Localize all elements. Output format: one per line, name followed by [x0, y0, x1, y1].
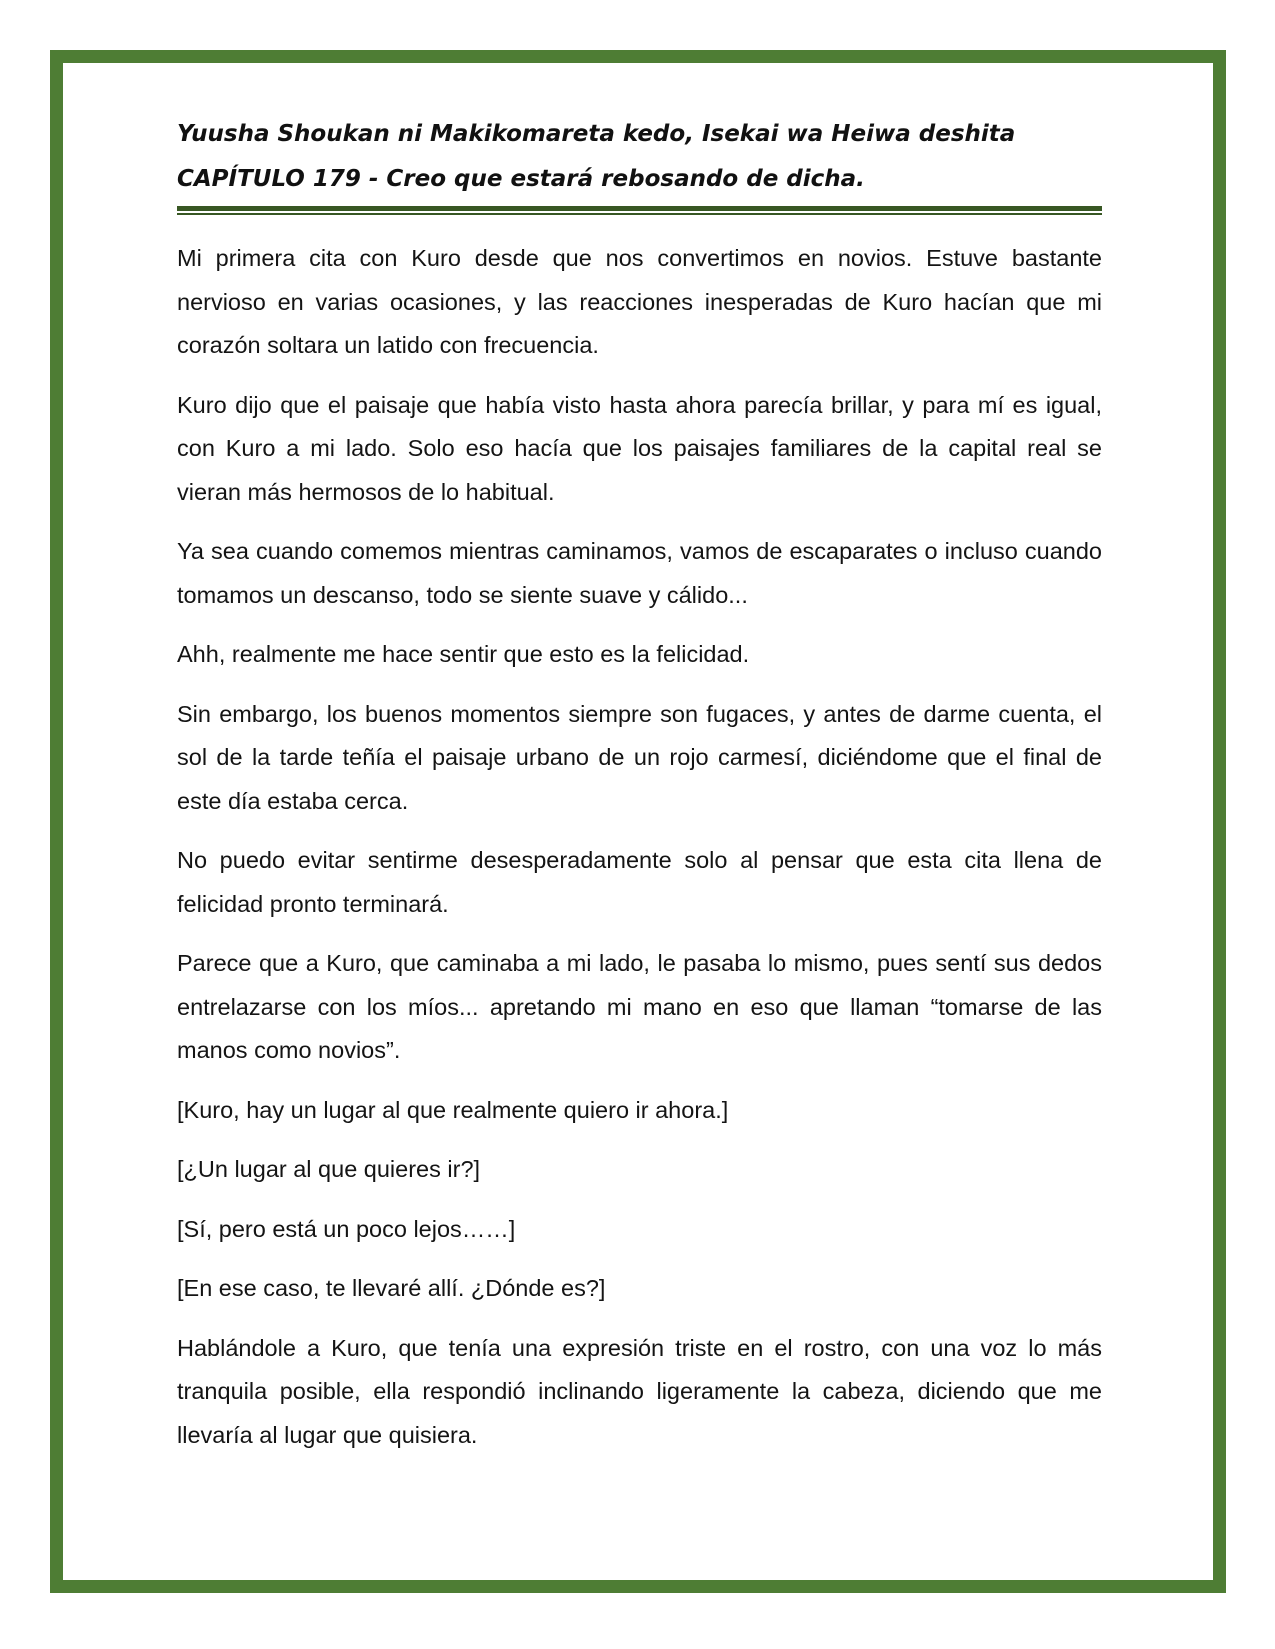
paragraph: Ahh, realmente me hace sentir que esto es la felicidad.	[177, 641, 750, 667]
paragraph: No puedo evitar sentirme desesperadamente solo al pensar que esta cita llena de felicidad pronto terminará.	[177, 847, 1102, 917]
paragraph: Kuro dijo que el paisaje que había visto hasta ahora parecía brillar, y para mí es igual, con Kuro a mi lado. Solo eso hacía que los paisajes familiares de la capital real se vieran más hermosos de lo habitual.	[177, 391, 1102, 505]
dialogue-line: [En ese caso, te llevaré allí. ¿Dónde es?]	[177, 1275, 606, 1301]
paragraph: Sin embargo, los buenos momentos siempre son fugaces, y antes de darme cuenta, el sol de la tarde teñía el paisaje urbano de un rojo carmesí, diciéndome que el final de este día estaba cerca.	[177, 700, 1102, 814]
dialogue-line: [¿Un lugar al que quieres ir?]	[177, 1156, 481, 1182]
chapter-title: CAPÍTULO 179 - Creo que estará rebosando de dicha.	[177, 166, 865, 192]
page-content	[177, 112, 1102, 1473]
series-title: Yuusha Shoukan ni Makikomareta kedo, Isekai wa Heiwa deshita	[177, 121, 1016, 147]
paragraph: Parece que a Kuro, que caminaba a mi lado, le pasaba lo mismo, pues sentí sus dedos entrelazarse con los míos... apretando mi mano en eso que llaman “tomarse de las manos como novios”.	[177, 950, 1102, 1063]
title-divider	[177, 206, 1102, 215]
chapter-body	[177, 237, 1102, 1457]
paragraph: Hablándole a Kuro, que tenía una expresión triste en el rostro, con una voz lo más tranquila posible, ella respondió inclinando ligeramente la cabeza, diciendo que me llevaría al lugar que quisiera.	[177, 1334, 1102, 1448]
paragraph: Mi primera cita con Kuro desde que nos convertimos en novios. Estuve bastante nervioso en varias ocasiones, y las reacciones inesperadas de Kuro hacían que mi corazón soltara un latido con frecuencia.	[177, 245, 1102, 358]
paragraph: Ya sea cuando comemos mientras caminamos, vamos de escaparates o incluso cuando tomamos un descanso, todo se siente suave y cálido...	[177, 538, 1102, 608]
dialogue-line: [Sí, pero está un poco lejos……]	[177, 1215, 516, 1242]
dialogue-line: [Kuro, hay un lugar al que realmente quiero ir ahora.]	[177, 1096, 729, 1123]
